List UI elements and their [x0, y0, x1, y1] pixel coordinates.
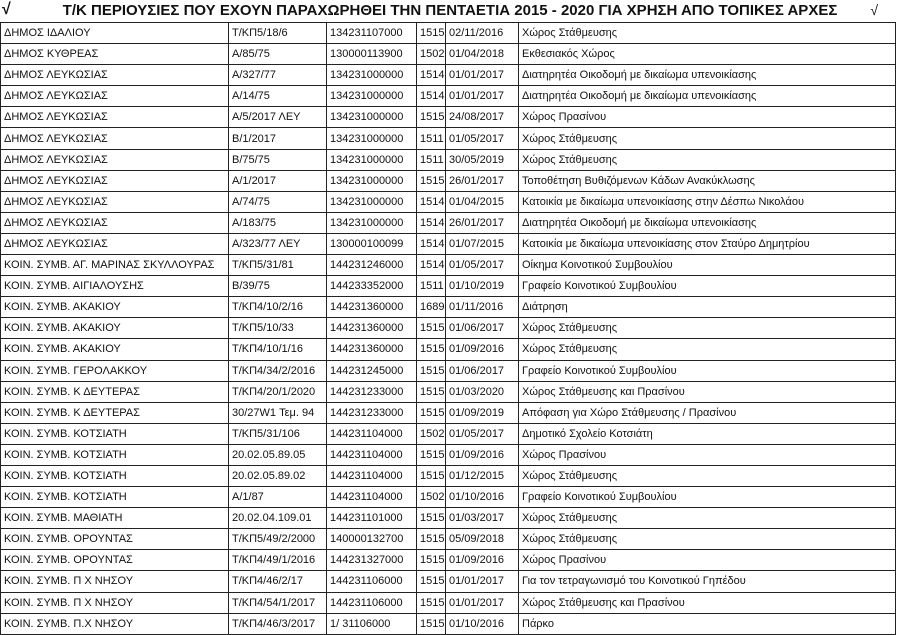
reference-cell: Τ/ΚΠ5/31/81 — [229, 255, 327, 276]
use-cell: Χώρος Στάθμευσης και Πρασίνου — [519, 592, 896, 613]
authority-cell: ΚΟΙΝ. ΣΥΜΒ. ΑΓ. ΜΑΡΙΝΑΣ ΣΚΥΛΛΟΥΡΑΣ — [1, 255, 229, 276]
date-cell: 01/01/2017 — [446, 592, 519, 613]
code-cell: 1514 — [417, 212, 446, 233]
authority-cell: ΚΟΙΝ. ΣΥΜΒ. ΑΚΑΚΙΟΥ — [1, 318, 229, 339]
table-row — [1, 318, 896, 339]
use-cell: Απόφαση για Χώρο Στάθμευσης / Πρασίνου — [519, 402, 896, 423]
account-cell: 134231000000 — [327, 149, 417, 170]
code-cell: 1515 — [417, 170, 446, 191]
authority-cell: ΔΗΜΟΣ ΛΕΥΚΩΣΙΑΣ — [1, 233, 229, 254]
date-cell: 01/01/2017 — [446, 86, 519, 107]
authority-cell: ΚΟΙΝ. ΣΥΜΒ. Π.Χ ΝΗΣΟΥ — [1, 613, 229, 634]
reference-cell: Τ/ΚΠ5/31/106 — [229, 423, 327, 444]
check-mark-right: √ — [870, 2, 878, 18]
account-cell: 144231106000 — [327, 592, 417, 613]
table-row — [1, 212, 896, 233]
code-cell: 1515 — [417, 318, 446, 339]
use-cell: Χώρος Πρασίνου — [519, 444, 896, 465]
use-cell: Γραφείο Κοινοτικού Συμβουλίου — [519, 276, 896, 297]
date-cell: 01/10/2019 — [446, 276, 519, 297]
code-cell: 1511 — [417, 276, 446, 297]
authority-cell: ΔΗΜΟΣ ΛΕΥΚΩΣΙΑΣ — [1, 107, 229, 128]
authority-cell: ΔΗΜΟΣ ΚΥΘΡΕΑΣ — [1, 44, 229, 65]
table-row — [1, 255, 896, 276]
reference-cell: Τ/ΚΠ4/46/3/2017 — [229, 613, 327, 634]
table-row — [1, 571, 896, 592]
authority-cell: ΚΟΙΝ. ΣΥΜΒ. Κ ΔΕΥΤΕΡΑΣ — [1, 402, 229, 423]
code-cell: 1515 — [417, 360, 446, 381]
account-cell: 144231101000 — [327, 508, 417, 529]
date-cell: 01/03/2020 — [446, 381, 519, 402]
code-cell: 1502 — [417, 487, 446, 508]
account-cell: 144231104000 — [327, 487, 417, 508]
use-cell: Διατηρητέα Οικοδομή με δικαίωμα υπενοικίασης — [519, 212, 896, 233]
date-cell: 24/08/2017 — [446, 107, 519, 128]
date-cell: 01/06/2017 — [446, 318, 519, 339]
authority-cell: ΚΟΙΝ. ΣΥΜΒ. ΜΑΘΙΑΤΗ — [1, 508, 229, 529]
authority-cell: ΔΗΜΟΣ ΙΔΑΛΙΟΥ — [1, 23, 229, 44]
code-cell: 1511 — [417, 149, 446, 170]
table-row — [1, 86, 896, 107]
code-cell: 1502 — [417, 44, 446, 65]
authority-cell: ΚΟΙΝ. ΣΥΜΒ. ΓΕΡΟΛΑΚΚΟΥ — [1, 360, 229, 381]
account-cell: 134231000000 — [327, 212, 417, 233]
date-cell: 01/01/2017 — [446, 65, 519, 86]
code-cell: 1514 — [417, 255, 446, 276]
use-cell: Χώρος Στάθμευσης — [519, 529, 896, 550]
date-cell: 01/04/2018 — [446, 44, 519, 65]
table-row — [1, 465, 896, 486]
code-cell: 1515 — [417, 592, 446, 613]
account-cell: 134231000000 — [327, 128, 417, 149]
use-cell: Κατοικία με δικαίωμα υπενοικίασης στην Δέσπω Νικολάου — [519, 191, 896, 212]
use-cell: Χώρος Στάθμευσης — [519, 508, 896, 529]
document-title: Τ/Κ ΠΕΡΙΟΥΣΙΕΣ ΠΟΥ ΕΧΟΥΝ ΠΑΡΑΧΩΡΗΘΕΙ ΤΗΝ ΠΕΝΤΑΕΤΙΑ 2015 - 2020 ΓΙΑ ΧΡΗΣΗ ΑΠΟ ΤΟΠΙΚΕΣ ΑΡΧΕΣ — [62, 2, 838, 19]
reference-cell: Α/323/77 ΛΕΥ — [229, 233, 327, 254]
account-cell: 144231327000 — [327, 550, 417, 571]
use-cell: Διατηρητέα Οικοδομή με δικαίωμα υπενοικίασης — [519, 86, 896, 107]
account-cell: 130000113900 — [327, 44, 417, 65]
account-cell: 144231104000 — [327, 423, 417, 444]
reference-cell: Τ/ΚΠ4/10/2/16 — [229, 297, 327, 318]
use-cell: Χώρος Στάθμευσης — [519, 23, 896, 44]
date-cell: 01/04/2015 — [446, 191, 519, 212]
code-cell: 1515 — [417, 381, 446, 402]
account-cell: 134231000000 — [327, 107, 417, 128]
account-cell: 134231107000 — [327, 23, 417, 44]
reference-cell: 20.02.05.89.02 — [229, 465, 327, 486]
table-row — [1, 402, 896, 423]
use-cell: Οίκημα Κοινοτικού Συμβουλίου — [519, 255, 896, 276]
table-row — [1, 508, 896, 529]
reference-cell: Τ/ΚΠ4/49/1/2016 — [229, 550, 327, 571]
use-cell: Κατοικία με δικαίωμα υπενοικίασης στον Σταύρο Δημητρίου — [519, 233, 896, 254]
table-row — [1, 444, 896, 465]
code-cell: 1515 — [417, 23, 446, 44]
use-cell: Διάτρηση — [519, 297, 896, 318]
date-cell: 26/01/2017 — [446, 170, 519, 191]
authority-cell: ΔΗΜΟΣ ΛΕΥΚΩΣΙΑΣ — [1, 65, 229, 86]
reference-cell: 20.02.04.109.01 — [229, 508, 327, 529]
use-cell: Πάρκο — [519, 613, 896, 634]
authority-cell: ΚΟΙΝ. ΣΥΜΒ. ΟΡΟΥΝΤΑΣ — [1, 529, 229, 550]
table-row — [1, 487, 896, 508]
account-cell: 134231000000 — [327, 86, 417, 107]
reference-cell: Τ/ΚΠ4/34/2/2016 — [229, 360, 327, 381]
authority-cell: ΚΟΙΝ. ΣΥΜΒ. ΚΟΤΣΙΑΤΗ — [1, 423, 229, 444]
code-cell: 1515 — [417, 508, 446, 529]
account-cell: 144231360000 — [327, 297, 417, 318]
code-cell: 1515 — [417, 613, 446, 634]
use-cell: Δημοτικό Σχολείο Κοτσιάτη — [519, 423, 896, 444]
use-cell: Χώρος Στάθμευσης — [519, 128, 896, 149]
reference-cell: Α/1/2017 — [229, 170, 327, 191]
reference-cell: Τ/ΚΠ5/10/33 — [229, 318, 327, 339]
reference-cell: Α/74/75 — [229, 191, 327, 212]
date-cell: 01/09/2016 — [446, 339, 519, 360]
reference-cell: Τ/ΚΠ5/18/6 — [229, 23, 327, 44]
date-cell: 01/06/2017 — [446, 360, 519, 381]
table-row — [1, 423, 896, 444]
authority-cell: ΔΗΜΟΣ ΛΕΥΚΩΣΙΑΣ — [1, 86, 229, 107]
code-cell: 1502 — [417, 423, 446, 444]
account-cell: 144231104000 — [327, 465, 417, 486]
code-cell: 1514 — [417, 191, 446, 212]
authority-cell: ΔΗΜΟΣ ΛΕΥΚΩΣΙΑΣ — [1, 149, 229, 170]
use-cell: Χώρος Στάθμευσης — [519, 465, 896, 486]
table-row — [1, 233, 896, 254]
properties-table — [0, 22, 896, 635]
authority-cell: ΚΟΙΝ. ΣΥΜΒ. ΑΙΓΙΑΛΟΥΣΗΣ — [1, 276, 229, 297]
account-cell: 144233352000 — [327, 276, 417, 297]
account-cell: 144231106000 — [327, 571, 417, 592]
table-row — [1, 529, 896, 550]
account-cell: 144231233000 — [327, 381, 417, 402]
code-cell: 1515 — [417, 571, 446, 592]
account-cell: 1/ 31106000 — [327, 613, 417, 634]
authority-cell: ΚΟΙΝ. ΣΥΜΒ. ΑΚΑΚΙΟΥ — [1, 339, 229, 360]
reference-cell: Α/1/87 — [229, 487, 327, 508]
reference-cell: 30/27W1 Τεμ. 94 — [229, 402, 327, 423]
account-cell: 144231104000 — [327, 444, 417, 465]
date-cell: 01/10/2016 — [446, 487, 519, 508]
reference-cell: Β/39/75 — [229, 276, 327, 297]
table-row — [1, 149, 896, 170]
use-cell: Για τον τετραγωνισμό του Κοινοτικού Γηπέδου — [519, 571, 896, 592]
date-cell: 01/01/2017 — [446, 571, 519, 592]
reference-cell: Α/14/75 — [229, 86, 327, 107]
account-cell: 134231000000 — [327, 170, 417, 191]
date-cell: 01/09/2019 — [446, 402, 519, 423]
table-row — [1, 276, 896, 297]
authority-cell: ΚΟΙΝ. ΣΥΜΒ. ΚΟΤΣΙΑΤΗ — [1, 465, 229, 486]
table-row — [1, 107, 896, 128]
table-row — [1, 297, 896, 318]
code-cell: 1515 — [417, 402, 446, 423]
code-cell: 1511 — [417, 128, 446, 149]
date-cell: 01/07/2015 — [446, 233, 519, 254]
use-cell: Χώρος Στάθμευσης και Πρασίνου — [519, 381, 896, 402]
reference-cell: Τ/ΚΠ4/54/1/2017 — [229, 592, 327, 613]
date-cell: 01/12/2015 — [446, 465, 519, 486]
reference-cell: Τ/ΚΠ4/20/1/2020 — [229, 381, 327, 402]
code-cell: 1514 — [417, 65, 446, 86]
use-cell: Διατηρητέα Οικοδομή με δικαίωμα υπενοικίασης — [519, 65, 896, 86]
account-cell: 134231000000 — [327, 191, 417, 212]
account-cell: 144231233000 — [327, 402, 417, 423]
table-row — [1, 44, 896, 65]
table-row — [1, 592, 896, 613]
use-cell: Χώρος Πρασίνου — [519, 107, 896, 128]
table-row — [1, 381, 896, 402]
code-cell: 1515 — [417, 550, 446, 571]
authority-cell: ΚΟΙΝ. ΣΥΜΒ. ΚΟΤΣΙΑΤΗ — [1, 444, 229, 465]
code-cell: 1515 — [417, 339, 446, 360]
date-cell: 01/05/2017 — [446, 423, 519, 444]
date-cell: 26/01/2017 — [446, 212, 519, 233]
reference-cell: Β/75/75 — [229, 149, 327, 170]
table-row — [1, 339, 896, 360]
authority-cell: ΚΟΙΝ. ΣΥΜΒ. Κ ΔΕΥΤΕΡΑΣ — [1, 381, 229, 402]
account-cell: 144231360000 — [327, 339, 417, 360]
date-cell: 01/09/2016 — [446, 550, 519, 571]
authority-cell: ΚΟΙΝ. ΣΥΜΒ. ΟΡΟΥΝΤΑΣ — [1, 550, 229, 571]
reference-cell: Α/85/75 — [229, 44, 327, 65]
reference-cell: Α/327/77 — [229, 65, 327, 86]
code-cell: 1515 — [417, 444, 446, 465]
account-cell: 140000132700 — [327, 529, 417, 550]
date-cell: 01/03/2017 — [446, 508, 519, 529]
authority-cell: ΚΟΙΝ. ΣΥΜΒ. Π Χ ΝΗΣΟΥ — [1, 592, 229, 613]
use-cell: Γραφείο Κοινοτικού Συμβουλίου — [519, 360, 896, 381]
authority-cell: ΚΟΙΝ. ΣΥΜΒ. ΚΟΤΣΙΑΤΗ — [1, 487, 229, 508]
code-cell: 1515 — [417, 465, 446, 486]
check-mark-left: √ — [2, 1, 11, 18]
reference-cell: Α/183/75 — [229, 212, 327, 233]
date-cell: 01/05/2017 — [446, 255, 519, 276]
reference-cell: Τ/ΚΠ4/46/2/17 — [229, 571, 327, 592]
account-cell: 134231000000 — [327, 65, 417, 86]
reference-cell: 20.02.05.89.05 — [229, 444, 327, 465]
table-row — [1, 360, 896, 381]
use-cell: Χώρος Στάθμευσης — [519, 149, 896, 170]
authority-cell: ΔΗΜΟΣ ΛΕΥΚΩΣΙΑΣ — [1, 128, 229, 149]
use-cell: Χώρος Στάθμευσης — [519, 318, 896, 339]
use-cell: Χώρος Στάθμευσης — [519, 339, 896, 360]
account-cell: 130000100099 — [327, 233, 417, 254]
date-cell: 01/11/2016 — [446, 297, 519, 318]
reference-cell: Α/5/2017 ΛΕΥ — [229, 107, 327, 128]
authority-cell: ΔΗΜΟΣ ΛΕΥΚΩΣΙΑΣ — [1, 191, 229, 212]
account-cell: 144231360000 — [327, 318, 417, 339]
table-row — [1, 550, 896, 571]
code-cell: 1514 — [417, 233, 446, 254]
table-row — [1, 128, 896, 149]
date-cell: 01/10/2016 — [446, 613, 519, 634]
date-cell: 01/09/2016 — [446, 444, 519, 465]
date-cell: 02/11/2016 — [446, 23, 519, 44]
use-cell: Τοποθέτηση Βυθιζόμενων Κάδων Ανακύκλωσης — [519, 170, 896, 191]
authority-cell: ΚΟΙΝ. ΣΥΜΒ. ΑΚΑΚΙΟΥ — [1, 297, 229, 318]
code-cell: 1689 — [417, 297, 446, 318]
reference-cell: Τ/ΚΠ4/10/1/16 — [229, 339, 327, 360]
authority-cell: ΚΟΙΝ. ΣΥΜΒ. Π Χ ΝΗΣΟΥ — [1, 571, 229, 592]
table-row — [1, 65, 896, 86]
authority-cell: ΔΗΜΟΣ ΛΕΥΚΩΣΙΑΣ — [1, 212, 229, 233]
code-cell: 1515 — [417, 107, 446, 128]
properties-table-body — [1, 23, 896, 635]
use-cell: Χώρος Πρασίνου — [519, 550, 896, 571]
date-cell: 01/05/2017 — [446, 128, 519, 149]
reference-cell: Τ/ΚΠ5/49/2/2000 — [229, 529, 327, 550]
table-row — [1, 170, 896, 191]
use-cell: Εκθεσιακός Χώρος — [519, 44, 896, 65]
account-cell: 144231245000 — [327, 360, 417, 381]
account-cell: 144231246000 — [327, 255, 417, 276]
table-row — [1, 613, 896, 634]
code-cell: 1514 — [417, 86, 446, 107]
date-cell: 30/05/2019 — [446, 149, 519, 170]
table-row — [1, 23, 896, 44]
authority-cell: ΔΗΜΟΣ ΛΕΥΚΩΣΙΑΣ — [1, 170, 229, 191]
date-cell: 05/09/2018 — [446, 529, 519, 550]
reference-cell: Β/1/2017 — [229, 128, 327, 149]
table-row — [1, 191, 896, 212]
code-cell: 1515 — [417, 529, 446, 550]
use-cell: Γραφείο Κοινοτικού Συμβουλίου — [519, 487, 896, 508]
